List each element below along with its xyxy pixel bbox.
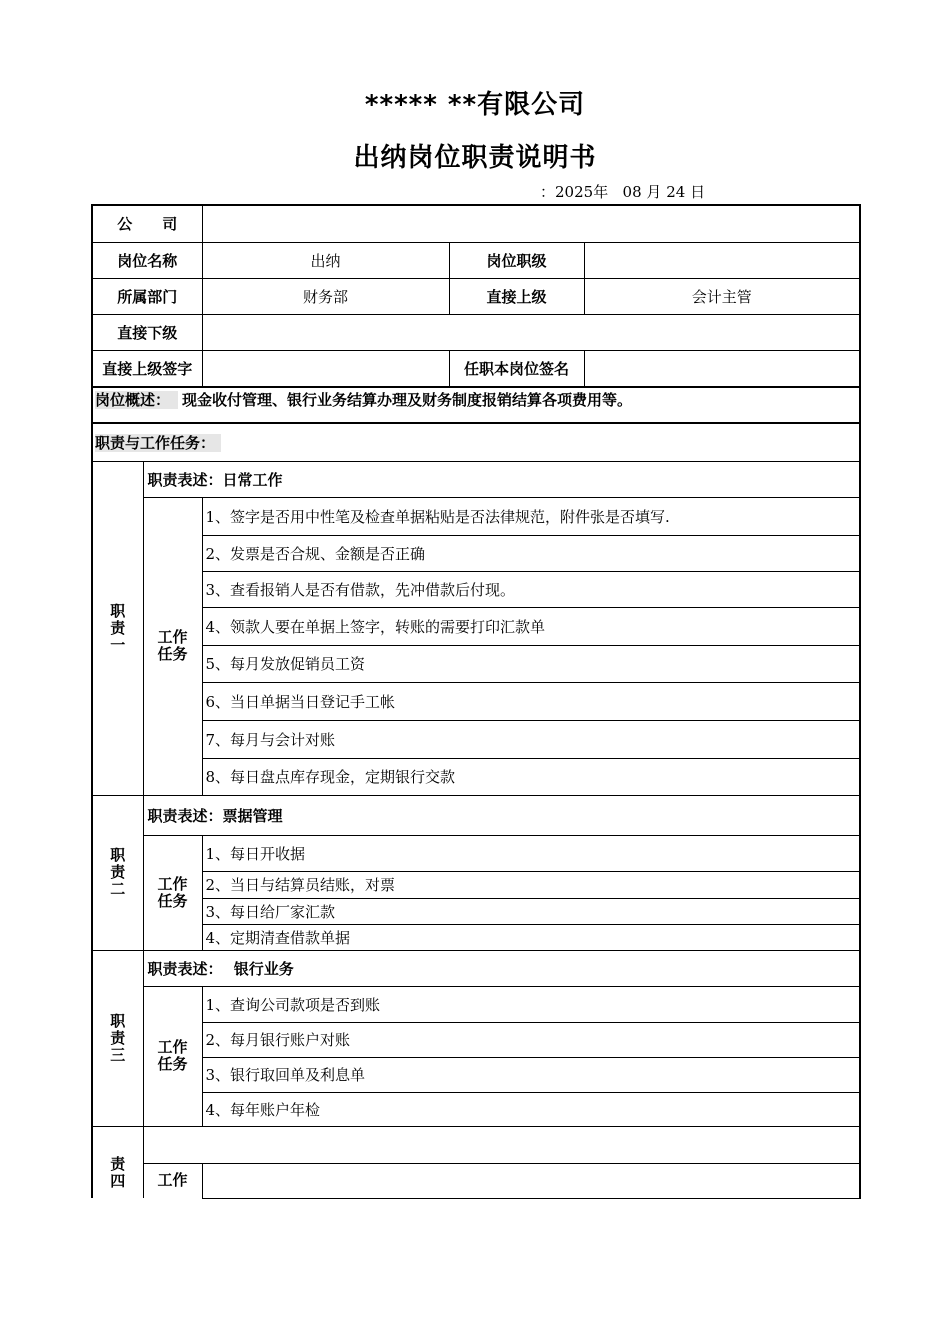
duty-2-desc-row [92, 795, 860, 835]
duty-3-task-1: 1、查询公司款项是否到账 [202, 986, 860, 1022]
position-level-value[interactable] [584, 242, 860, 278]
duty-3-desc-prefix: 职责表述： [147, 959, 223, 978]
duty-2-label-text: 职责二 [110, 846, 126, 898]
date-day: 24 [666, 183, 686, 201]
duty-1-desc-row [92, 461, 860, 497]
overview-cell [92, 387, 860, 423]
table-row [92, 535, 860, 571]
date-day-unit: 日 [690, 183, 706, 201]
company-value[interactable] [202, 205, 860, 242]
table-row [92, 497, 860, 535]
date-prefix: ： [540, 183, 556, 201]
holder-sign-label: 任职本岗位签名 [449, 350, 584, 387]
duty-2-task-4: 4、定期清查借款单据 [202, 924, 860, 950]
table-row [92, 1057, 860, 1092]
date-month-unit: 月 [646, 183, 662, 201]
duty-1-task-3: 3、查看报销人是否有借款，先冲借款后付现。 [202, 571, 860, 607]
duties-header-cell [92, 423, 860, 461]
duty-4-desc [143, 1126, 860, 1163]
duty-3-task-4: 4、每年账户年检 [202, 1092, 860, 1126]
duty-3-task-label [143, 986, 202, 1126]
table-row [92, 645, 860, 682]
subordinate-row [92, 314, 860, 350]
superior-sign-field[interactable] [202, 350, 449, 387]
duty-1-desc-prefix: 职责表述： [147, 470, 223, 489]
duty-4-desc-row [92, 1126, 860, 1163]
job-description-table [91, 204, 861, 1199]
table-row [92, 924, 860, 950]
duty-1-task-label-text: 工作任务 [157, 628, 188, 663]
duty-2-task-label-text: 工作任务 [157, 874, 188, 910]
duty-3-task-label-text: 工作任务 [157, 1038, 188, 1073]
table-row [92, 607, 860, 645]
table-row [92, 898, 860, 924]
table-row [92, 1092, 860, 1126]
superior-sign-label: 直接上级签字 [92, 350, 202, 387]
table-row [92, 571, 860, 607]
table-row [92, 835, 860, 871]
duty-1-label [92, 461, 143, 795]
table-row [92, 871, 860, 898]
holder-sign-field[interactable] [584, 350, 860, 387]
department-label: 所属部门 [92, 278, 202, 314]
company-title: ***** **有限公司 [364, 90, 586, 120]
table-row [92, 682, 860, 720]
duty-2-task-2: 2、当日与结算员结账，对票 [202, 871, 860, 898]
table-row [92, 758, 860, 795]
overview-text: 现金收付管理、银行业务结算办理及财务制度报销结算各项费用等。 [182, 391, 633, 409]
duty-1-task-8: 8、每日盘点库存现金，定期银行交款 [202, 758, 860, 795]
department-row [92, 278, 860, 314]
duty-1-task-6: 6、当日单据当日登记手工帐 [202, 682, 860, 720]
position-name-label: 岗位名称 [92, 242, 202, 278]
duty-2-label [92, 795, 143, 950]
duty-4-task-1 [202, 1163, 860, 1198]
duty-1-task-4: 4、领款人要在单据上签字，转账的需要打印汇款单 [202, 607, 860, 645]
superior-label: 直接上级 [449, 278, 584, 314]
duty-2-desc-prefix: 职责表述： [147, 806, 223, 825]
duty-1-task-5: 5、每月发放促销员工资 [202, 645, 860, 682]
duty-3-label-text: 职责三 [110, 1011, 126, 1064]
duty-2-desc [143, 795, 860, 835]
duty-4-task-label: 工作 [143, 1163, 202, 1198]
document-date [540, 181, 705, 202]
duties-header-row [92, 423, 860, 461]
overview-row [92, 387, 860, 423]
position-level-label: 岗位职级 [449, 242, 584, 278]
duty-4-label-text: 责四 [110, 1155, 126, 1190]
duty-2-task-label [143, 835, 202, 950]
date-year-unit: 年 [593, 183, 609, 201]
company-label: 公 司 [92, 205, 202, 242]
duty-1-task-label [143, 497, 202, 795]
duty-3-task-3: 3、银行取回单及利息单 [202, 1057, 860, 1092]
duty-3-desc-text: 银行业务 [233, 959, 294, 978]
duty-1-task-2: 2、发票是否合规、金额是否正确 [202, 535, 860, 571]
subordinate-value[interactable] [202, 314, 860, 350]
duty-1-task-7: 7、每月与会计对账 [202, 720, 860, 758]
duty-1-label-text: 职责一 [110, 601, 126, 654]
duty-4-label [92, 1126, 143, 1198]
table-row [92, 720, 860, 758]
duty-3-label [92, 950, 143, 1126]
duties-header: 职责与工作任务： [95, 434, 221, 452]
duty-3-task-2: 2、每月银行账户对账 [202, 1022, 860, 1057]
duty-1-desc-text: 日常工作 [222, 470, 283, 489]
duty-3-desc-row [92, 950, 860, 986]
duty-2-desc-text: 票据管理 [222, 806, 283, 825]
department-value[interactable]: 财务部 [202, 278, 449, 314]
duty-1-desc [143, 461, 860, 497]
duty-2-task-1: 1、每日开收据 [202, 835, 860, 871]
position-name-value[interactable]: 出纳 [202, 242, 449, 278]
superior-value[interactable]: 会计主管 [584, 278, 860, 314]
table-row [92, 1163, 860, 1198]
document-title: 出纳岗位职责说明书 [353, 143, 597, 173]
date-year: 2025 [555, 183, 594, 201]
date-month: 08 [622, 183, 642, 201]
position-row [92, 242, 860, 278]
table-row [92, 986, 860, 1022]
duty-3-desc [143, 950, 860, 986]
company-row [92, 205, 860, 242]
table-row [92, 1022, 860, 1057]
signature-row [92, 350, 860, 387]
overview-label: 岗位概述： [95, 391, 178, 409]
duty-1-task-1: 1、签字是否用中性笔及检查单据粘贴是否法律规范，附件张是否填写. [202, 497, 860, 535]
subordinate-label: 直接下级 [92, 314, 202, 350]
duty-2-task-3: 3、每日给厂家汇款 [202, 898, 860, 924]
